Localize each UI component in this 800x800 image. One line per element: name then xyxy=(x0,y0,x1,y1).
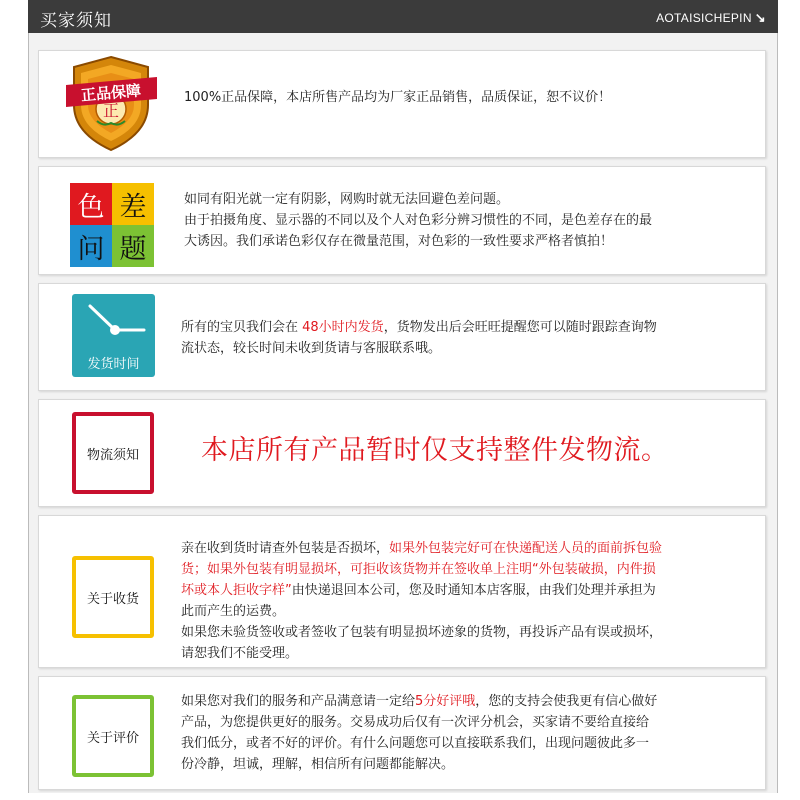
shipping-time-icon xyxy=(72,294,155,377)
text-line: 我们低分，或者不好的评价。有什么问题您可以直接联系我们，出现问题彼此多一 xyxy=(181,736,650,751)
receiving-text xyxy=(181,538,662,664)
color-grid-cell: 差 xyxy=(112,183,154,225)
card-color-difference xyxy=(38,166,766,275)
genuine-badge-icon xyxy=(64,53,159,153)
color-grid-cell: 题 xyxy=(112,225,154,267)
text-line: 如同有阳光就一定有阴影，网购时就无法回避色差问题。 xyxy=(184,192,510,207)
highlight-48h: 48小时内发货 xyxy=(302,320,384,335)
arrow-down-right-icon: ↘ xyxy=(754,10,766,25)
genuine-text: 100%正品保障，本店所售产品均为厂家正品销售，品质保证，恕不议价！ xyxy=(184,90,612,105)
color-difference-text xyxy=(184,189,652,252)
card-logistics xyxy=(38,399,766,507)
badge-char: 正 xyxy=(102,101,120,120)
text-line: 如果您未验货签收或者签收了包装有明显损坏迹象的货物，再投诉产品有误或损坏， xyxy=(181,625,663,640)
review-text xyxy=(181,691,657,775)
text-line: 此而产生的运费。 xyxy=(181,604,286,619)
card-shipping-time xyxy=(38,283,766,391)
badge-label: 正品保障 xyxy=(80,81,142,105)
text-line: 亲在收到货时请查外包装是否损坏，如果外包装完好可在快递配送人员的面前拆包验 xyxy=(181,541,663,556)
card-review xyxy=(38,676,766,790)
review-icon xyxy=(72,695,154,777)
logistics-icon-label: 物流须知 xyxy=(86,447,139,463)
receiving-icon xyxy=(72,556,154,638)
text-line: 流状态，较长时间未收到货请与客服联系哦。 xyxy=(181,341,442,356)
text-line: 由于拍摄角度、显示器的不同以及个人对色彩分辨习惯性的不同，是色差存在的最 xyxy=(184,213,653,228)
logistics-icon xyxy=(72,412,154,494)
text-line: 产品，为您提供更好的服务。交易成功后仅有一次评分机会，买家请不要给直接给 xyxy=(181,715,650,730)
color-grid-cell: 色 xyxy=(70,183,112,225)
text-line: 大诱因。我们承诺色彩仅存在微量范围，对色彩的一致性要求严格者慎拍！ xyxy=(184,234,614,249)
receiving-icon-label: 关于收货 xyxy=(86,591,139,607)
color-difference-icon xyxy=(70,183,154,267)
clock-icon xyxy=(72,294,155,354)
logistics-notice: 本店所有产品暂时仅支持整件发物流。 xyxy=(201,435,669,466)
highlight-5-star: 5分好评哦 xyxy=(415,694,476,709)
text-line: 份冷静，坦诚，理解，相信所有问题都能解决。 xyxy=(181,757,455,772)
text-line: 请恕我们不能受理。 xyxy=(181,646,299,661)
text-line: 货；如果外包装有明显损坏，可拒收该货物并在签收单上注明“外包装破损，内件损 xyxy=(181,562,656,577)
review-icon-label: 关于评价 xyxy=(86,730,139,746)
shipping-text xyxy=(181,317,657,359)
page-title: 买家须知 xyxy=(40,11,112,31)
header-subtitle[interactable] xyxy=(656,10,766,26)
page-header xyxy=(28,0,778,33)
card-genuine xyxy=(38,50,766,158)
text-line: 如果您对我们的服务和产品满意请一定给5分好评哦，您的支持会使我更有信心做好 xyxy=(181,694,658,709)
text-line: 坏或本人拒收字样”由快递退回本公司，您及时通知本店客服，由我们处理并承担为 xyxy=(181,583,656,598)
shipping-icon-label: 发货时间 xyxy=(87,357,140,372)
card-receiving xyxy=(38,515,766,668)
text-line: 所有的宝贝我们会在 48小时内发货，货物发出后会旺旺提醒您可以随时跟踪查询物 xyxy=(181,320,657,335)
color-grid-cell: 问 xyxy=(70,225,112,267)
store-name: AOTAISICHEPIN xyxy=(656,11,752,25)
